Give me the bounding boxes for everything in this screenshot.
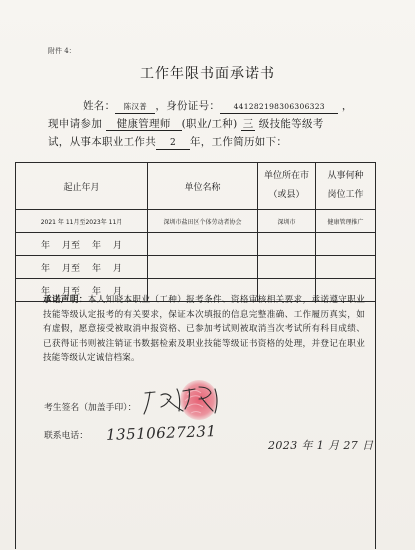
- signature-label: 考生签名（加盖手印）：: [44, 403, 137, 413]
- row-unit: 深圳市盐田区个体劳动者协会: [148, 210, 258, 233]
- name-field: 陈汉普: [115, 101, 155, 114]
- table-header-row: [16, 163, 376, 210]
- level-suffix: 级技能等级考: [258, 118, 324, 130]
- row-period-blank: 年 月至 年 月: [16, 256, 148, 279]
- header-period: 起止年月: [16, 163, 148, 210]
- row-period: 2021 年 11月至2023年 11月: [16, 210, 148, 233]
- level-field: 三: [242, 118, 254, 130]
- declaration-text: [43, 293, 365, 366]
- attachment-label: 附件 4：: [48, 47, 76, 55]
- table-row: [16, 210, 376, 233]
- phone-number: 13510627231: [105, 422, 217, 444]
- occupation-field: 健康管理师: [106, 118, 182, 131]
- row-period-blank: 年 月至 年 月: [16, 233, 148, 256]
- occupation-line: [48, 116, 324, 131]
- work-history-table: [15, 162, 376, 302]
- sign-date: 2023 年 1 月 27 日: [268, 439, 374, 452]
- occupation-suffix: (职业/工种): [181, 118, 238, 130]
- years-suffix: 年，工作简历如下：: [190, 136, 288, 148]
- phone-label: 联系电话：: [44, 431, 88, 441]
- table-row-empty: [16, 256, 376, 279]
- years-line: [48, 134, 287, 150]
- fingerprint-seal: [137, 379, 233, 425]
- years-field: 2: [156, 137, 190, 150]
- name-id-line: 姓名： 陈汉普 ，身份证号： 441282198306306323 ，: [83, 100, 353, 112]
- row-period-blank: 年 月至 年 月: [16, 279, 148, 302]
- row-position: 健康管理推广: [316, 210, 376, 233]
- page-title: 工作年限书面承诺书: [140, 66, 275, 82]
- apply-prefix: 现申请参加: [48, 118, 102, 130]
- declaration-label: 承诺声明：: [43, 295, 88, 305]
- header-position: 从事何种 岗位工作: [316, 163, 376, 210]
- header-location: 单位所在市 （或县）: [258, 163, 316, 210]
- row-location: 深圳市: [258, 210, 316, 233]
- id-number-field: 441282198306306323: [220, 101, 338, 114]
- header-unit: 单位名称: [148, 163, 258, 210]
- table-row-empty: [16, 233, 376, 256]
- name-label: 姓名：: [83, 100, 116, 112]
- id-label: ，身份证号：: [155, 100, 221, 112]
- declaration-body: 本人知晓本职业（工种）报考条件、资格审核相关要求，承诺遵守职业技能等级认定报考的有关要求，保证本次填报的信息完整准确、工作履历真实，如有虚假，愿意接受被取消申报资格、已参加考试则被取消当次考试所有科目成绩、已获得证书则被注销证书数据检索及职业技能等级证书资格的处理，并登记在职业技能等级认定诚信档案。: [43, 295, 365, 364]
- years-prefix: 试，从事本职业工作共: [48, 136, 156, 148]
